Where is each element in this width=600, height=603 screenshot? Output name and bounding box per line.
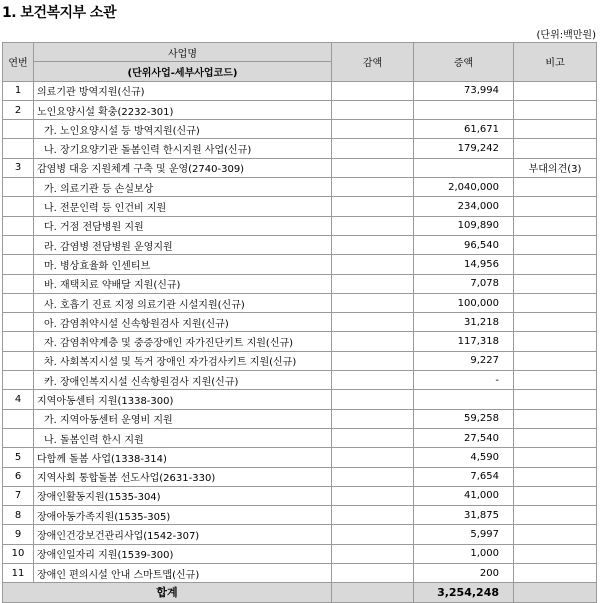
row-decrease (332, 216, 414, 235)
row-decrease (332, 351, 414, 370)
row-name: 아. 감염취약시설 신속항원검사 지원(신규) (34, 313, 332, 332)
row-decrease (332, 139, 414, 158)
table-row (3, 525, 597, 544)
row-increase: 73,994 (414, 81, 514, 100)
table-row (3, 81, 597, 100)
table-row (3, 255, 597, 274)
table-row (3, 197, 597, 216)
row-increase: 5,997 (414, 525, 514, 544)
row-no: 6 (3, 467, 34, 486)
header-no: 연번 (3, 43, 34, 82)
row-decrease (332, 428, 414, 447)
row-note (514, 255, 597, 274)
row-decrease (332, 235, 414, 254)
row-increase: 7,078 (414, 274, 514, 293)
row-name: 장애아동가족지원(1535-305) (34, 506, 332, 525)
row-note (514, 351, 597, 370)
row-decrease (332, 525, 414, 544)
row-no: 11 (3, 564, 34, 583)
row-decrease (332, 332, 414, 351)
table-row (3, 178, 597, 197)
row-no (3, 332, 34, 351)
row-increase (414, 100, 514, 119)
row-no (3, 409, 34, 428)
row-name: 의료기관 방역지원(신규) (34, 81, 332, 100)
row-increase: 100,000 (414, 293, 514, 312)
table-row (3, 332, 597, 351)
table-row (3, 564, 597, 583)
row-note (514, 467, 597, 486)
row-note (514, 525, 597, 544)
row-decrease (332, 274, 414, 293)
header-decrease: 감액 (332, 43, 414, 82)
row-name: 카. 장애인복지시설 신속항원검사 지원(신규) (34, 371, 332, 390)
row-increase: 4,590 (414, 448, 514, 467)
header-name-sub: (단위사업-세부사업코드) (34, 62, 332, 81)
row-name: 자. 감염취약계층 및 중증장애인 자가진단키트 지원(신규) (34, 332, 332, 351)
table-row (3, 544, 597, 563)
row-no (3, 178, 34, 197)
row-no (3, 293, 34, 312)
row-increase: 7,654 (414, 467, 514, 486)
row-decrease (332, 506, 414, 525)
row-no (3, 313, 34, 332)
unit-label: (단위:백만원) (536, 30, 596, 41)
table-row (3, 235, 597, 254)
row-note (514, 448, 597, 467)
row-decrease (332, 197, 414, 216)
table-row (3, 293, 597, 312)
total-row (3, 583, 597, 602)
row-no (3, 428, 34, 447)
table-row (3, 506, 597, 525)
row-name: 장애인 편의시설 안내 스마트맵(신규) (34, 564, 332, 583)
row-name: 가. 지역아동센터 운영비 지원 (34, 409, 332, 428)
row-decrease (332, 293, 414, 312)
header-note: 비고 (514, 43, 597, 82)
row-name: 장애인일자리 지원(1539-300) (34, 544, 332, 563)
row-increase: 117,318 (414, 332, 514, 351)
row-increase: 61,671 (414, 120, 514, 139)
header-increase: 증액 (414, 43, 514, 82)
row-name: 가. 의료기관 등 손실보상 (34, 178, 332, 197)
row-decrease (332, 178, 414, 197)
row-no: 1 (3, 81, 34, 100)
row-increase: 9,227 (414, 351, 514, 370)
table-row (3, 486, 597, 505)
row-increase: - (414, 371, 514, 390)
row-name: 노인요양시설 확충(2232-301) (34, 100, 332, 119)
table-row (3, 120, 597, 139)
row-increase: 14,956 (414, 255, 514, 274)
row-note (514, 235, 597, 254)
row-increase (414, 390, 514, 409)
table-row (3, 409, 597, 428)
row-name: 사. 호흡기 진료 지정 의료기관 시설지원(신규) (34, 293, 332, 312)
row-name: 다함께 돌봄 사업(1338-314) (34, 448, 332, 467)
row-note (514, 178, 597, 197)
row-increase: 2,040,000 (414, 178, 514, 197)
row-note (514, 428, 597, 447)
row-increase: 27,540 (414, 428, 514, 447)
row-note (514, 139, 597, 158)
row-note (514, 274, 597, 293)
total-increase: 3,254,248 (414, 583, 514, 602)
row-name: 장애인건강보건관리사업(1542-307) (34, 525, 332, 544)
row-name: 바. 재택치료 약배달 지원(신규) (34, 274, 332, 293)
row-note (514, 544, 597, 563)
row-no: 10 (3, 544, 34, 563)
row-no: 5 (3, 448, 34, 467)
row-no (3, 255, 34, 274)
row-note (514, 81, 597, 100)
table-row (3, 351, 597, 370)
row-decrease (332, 120, 414, 139)
row-increase (414, 158, 514, 177)
row-no: 4 (3, 390, 34, 409)
row-increase: 200 (414, 564, 514, 583)
row-name: 나. 전문인력 등 인건비 지원 (34, 197, 332, 216)
row-increase: 31,875 (414, 506, 514, 525)
row-decrease (332, 100, 414, 119)
row-no (3, 120, 34, 139)
page-title: 1. 보건복지부 소관 (2, 5, 116, 21)
row-name: 차. 사회복지시설 및 독거 장애인 자가검사키트 지원(신규) (34, 351, 332, 370)
row-note (514, 332, 597, 351)
row-note (514, 197, 597, 216)
row-decrease (332, 467, 414, 486)
row-name: 마. 병상효율화 인센티브 (34, 255, 332, 274)
row-no: 2 (3, 100, 34, 119)
row-decrease (332, 371, 414, 390)
row-name: 가. 노인요양시설 등 방역지원(신규) (34, 120, 332, 139)
row-increase: 179,242 (414, 139, 514, 158)
row-note (514, 293, 597, 312)
table-row (3, 274, 597, 293)
row-name: 지역아동센터 지원(1338-300) (34, 390, 332, 409)
table-row (3, 139, 597, 158)
table-row (3, 313, 597, 332)
row-note (514, 564, 597, 583)
row-increase: 109,890 (414, 216, 514, 235)
row-increase: 31,218 (414, 313, 514, 332)
row-name: 다. 거점 전담병원 지원 (34, 216, 332, 235)
row-name: 지역사회 통합돌봄 선도사업(2631-330) (34, 467, 332, 486)
row-no (3, 235, 34, 254)
row-decrease (332, 81, 414, 100)
row-note (514, 216, 597, 235)
row-note (514, 313, 597, 332)
row-increase: 59,258 (414, 409, 514, 428)
row-no: 9 (3, 525, 34, 544)
row-note (514, 371, 597, 390)
row-increase: 96,540 (414, 235, 514, 254)
table-row (3, 467, 597, 486)
row-increase: 41,000 (414, 486, 514, 505)
row-name: 라. 감염병 전담병원 운영지원 (34, 235, 332, 254)
row-note (514, 506, 597, 525)
row-increase: 234,000 (414, 197, 514, 216)
row-decrease (332, 486, 414, 505)
row-no (3, 197, 34, 216)
table-row (3, 371, 597, 390)
row-decrease (332, 448, 414, 467)
row-name: 장애인활동지원(1535-304) (34, 486, 332, 505)
row-no: 8 (3, 506, 34, 525)
row-name: 감염병 대응 지원체계 구축 및 운영(2740-309) (34, 158, 332, 177)
table-row (3, 390, 597, 409)
row-decrease (332, 564, 414, 583)
table-row (3, 448, 597, 467)
total-label: 합계 (3, 583, 332, 602)
row-no: 3 (3, 158, 34, 177)
table-row (3, 428, 597, 447)
row-name: 나. 장기요양기관 돌봄인력 한시지원 사업(신규) (34, 139, 332, 158)
row-note (514, 390, 597, 409)
table-body (3, 81, 597, 583)
row-decrease (332, 409, 414, 428)
row-decrease (332, 313, 414, 332)
row-no (3, 351, 34, 370)
row-decrease (332, 544, 414, 563)
row-increase: 1,000 (414, 544, 514, 563)
total-note (514, 583, 597, 602)
row-note (514, 409, 597, 428)
row-no (3, 139, 34, 158)
row-decrease (332, 390, 414, 409)
row-note (514, 120, 597, 139)
row-decrease (332, 255, 414, 274)
row-no: 7 (3, 486, 34, 505)
table-row (3, 158, 597, 177)
budget-table (2, 42, 597, 603)
row-decrease (332, 158, 414, 177)
row-note: 부대의견(3) (514, 158, 597, 177)
table-row (3, 100, 597, 119)
header-name: 사업명 (34, 43, 332, 62)
row-no (3, 274, 34, 293)
row-name: 나. 돌봄인력 한시 지원 (34, 428, 332, 447)
total-decrease (332, 583, 414, 602)
row-note (514, 100, 597, 119)
row-note (514, 486, 597, 505)
table-row (3, 216, 597, 235)
row-no (3, 371, 34, 390)
row-no (3, 216, 34, 235)
